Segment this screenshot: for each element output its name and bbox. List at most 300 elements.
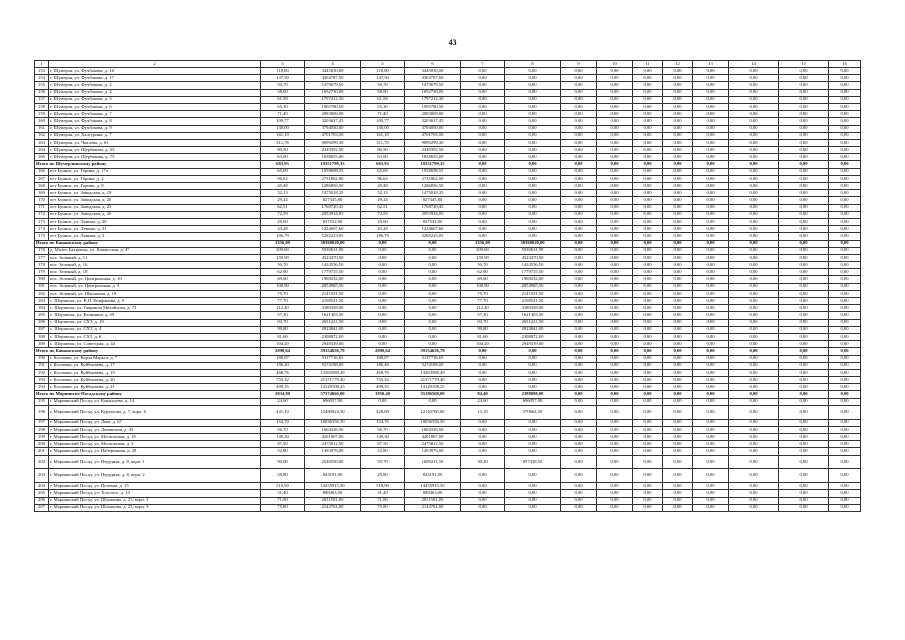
value-cell: 0,00: [633, 290, 663, 297]
value-cell: 24,60: [261, 398, 305, 405]
value-cell: 827345,80: [405, 197, 461, 204]
column-number: 4: [305, 61, 361, 68]
value-cell: 63,00: [361, 154, 405, 161]
value-cell: 2823841,00: [305, 326, 361, 333]
value-cell: 0,00: [597, 276, 633, 283]
value-cell: 0,00: [729, 168, 779, 175]
value-cell: 0,00: [729, 75, 779, 82]
value-cell: 75,70: [261, 290, 305, 297]
total-cell: 0,00: [461, 348, 505, 355]
table-row: [35, 89, 861, 96]
value-cell: 0,00: [779, 448, 829, 455]
value-cell: 0,00: [663, 276, 693, 283]
row-number: 170: [35, 197, 49, 204]
row-number: 157: [35, 96, 49, 103]
value-cell: 0,00: [633, 226, 663, 233]
value-cell: 0,00: [829, 111, 861, 118]
value-cell: 24,60: [461, 398, 505, 405]
value-cell: 0,00: [405, 298, 461, 305]
value-cell: 0,00: [561, 298, 597, 305]
value-cell: 0,00: [693, 290, 729, 297]
value-cell: 5274188,00: [405, 362, 461, 369]
table-row: [35, 233, 861, 240]
table-row: [35, 355, 861, 362]
value-cell: 0,00: [779, 226, 829, 233]
address-cell: г. Мариинский Посад, ул. Толстого, д. 14: [49, 490, 261, 497]
value-cell: 0,00: [779, 218, 829, 225]
value-cell: 0,00: [663, 405, 693, 419]
value-cell: 0,00: [663, 384, 693, 391]
value-cell: 0,00: [779, 441, 829, 448]
value-cell: 0,00: [663, 362, 693, 369]
value-cell: 0,00: [597, 139, 633, 146]
value-cell: 0,00: [405, 254, 461, 261]
value-cell: 0,00: [461, 175, 505, 182]
address-cell: г. Мариинский Посад, ул. Полевая, д. 15: [49, 483, 261, 490]
value-cell: 45,48: [361, 183, 405, 190]
value-cell: 0,00: [461, 139, 505, 146]
value-cell: 2198521,50: [305, 298, 361, 305]
value-cell: 0,00: [693, 226, 729, 233]
value-cell: 14129108,25: [405, 384, 461, 391]
total-cell: 0,00: [729, 240, 779, 247]
value-cell: 888463,00: [405, 490, 461, 497]
value-cell: 0,00: [779, 469, 829, 483]
value-cell: 96,62: [261, 175, 305, 182]
value-cell: 0,00: [663, 455, 693, 469]
value-cell: 0,00: [829, 190, 861, 197]
address-cell: пос. Зеленый, ул. Центральная, д. 3: [49, 283, 261, 290]
value-cell: 0,00: [405, 326, 461, 333]
value-cell: 0,00: [561, 312, 597, 319]
table-row: [35, 283, 861, 290]
table-row: [35, 118, 861, 125]
total-cell: 0,00: [633, 348, 663, 355]
value-cell: 71,40: [361, 111, 405, 118]
address-cell: г. Шумерля, ул. Чкалова, д. 61: [49, 139, 261, 146]
value-cell: 1779755,50: [505, 269, 561, 276]
value-cell: 0,00: [829, 369, 861, 376]
value-cell: 0,00: [597, 190, 633, 197]
value-cell: 0,00: [829, 211, 861, 218]
value-cell: 0,00: [361, 312, 405, 319]
value-cell: 0,00: [729, 362, 779, 369]
value-cell: 149,30: [261, 433, 305, 440]
value-cell: 71,80: [261, 497, 305, 504]
value-cell: 0,00: [829, 433, 861, 440]
value-cell: 0,00: [729, 441, 779, 448]
value-cell: 0,00: [461, 384, 505, 391]
row-number: 196: [35, 405, 49, 419]
value-cell: 0,00: [461, 103, 505, 110]
table-row: [35, 103, 861, 110]
value-cell: 209,60: [261, 247, 305, 254]
value-cell: 93,70: [461, 319, 505, 326]
table-row: [35, 226, 861, 233]
value-cell: 186,40: [261, 362, 305, 369]
value-cell: 0,00: [829, 398, 861, 405]
value-cell: 0,00: [633, 247, 663, 254]
value-cell: 0,00: [829, 204, 861, 211]
value-cell: 510,90: [261, 483, 305, 490]
value-cell: 58,00: [361, 89, 405, 96]
address-cell: пгт Буинск, ул. Ленина, д. 20: [49, 218, 261, 225]
value-cell: 0,00: [693, 96, 729, 103]
value-cell: 0,00: [663, 448, 693, 455]
table-row: [35, 96, 861, 103]
address-cell: пос. Зеленый, д. 16: [49, 262, 261, 269]
value-cell: 3180358,00: [305, 305, 361, 312]
value-cell: 4201807,00: [305, 433, 361, 440]
value-cell: 0,00: [561, 490, 597, 497]
value-cell: 0,00: [693, 154, 729, 161]
value-cell: 0,00: [663, 226, 693, 233]
value-cell: 0,00: [461, 433, 505, 440]
value-cell: 0,00: [693, 175, 729, 182]
value-cell: 0,00: [597, 455, 633, 469]
value-cell: 0,00: [597, 197, 633, 204]
value-cell: 0,00: [597, 490, 633, 497]
value-cell: 186,40: [361, 362, 405, 369]
address-cell: пос. Зеленый, д. 18: [49, 269, 261, 276]
value-cell: 0,00: [561, 433, 597, 440]
total-cell: 0,00: [779, 391, 829, 398]
value-cell: 118,00: [361, 68, 405, 75]
value-cell: 0,00: [461, 504, 505, 511]
value-cell: 0,00: [779, 111, 829, 118]
value-cell: 755,32: [261, 377, 305, 384]
value-cell: 65,69: [361, 168, 405, 175]
row-number: 204: [35, 483, 49, 490]
row-number: 205: [35, 490, 49, 497]
value-cell: 0,00: [405, 290, 461, 297]
value-cell: 0,00: [597, 504, 633, 511]
value-cell: 0,00: [597, 305, 633, 312]
value-cell: 0,00: [729, 147, 779, 154]
value-cell: 0,00: [729, 433, 779, 440]
value-cell: 0,00: [693, 247, 729, 254]
value-cell: 0,00: [779, 190, 829, 197]
value-cell: 21371779,40: [405, 377, 461, 384]
value-cell: 0,00: [829, 490, 861, 497]
value-cell: 0,00: [779, 233, 829, 240]
value-cell: 0,00: [693, 125, 729, 132]
value-cell: 0,00: [829, 139, 861, 146]
value-cell: 0,00: [597, 247, 633, 254]
value-cell: 1779755,50: [305, 269, 361, 276]
value-cell: 0,00: [729, 139, 779, 146]
row-number: 155: [35, 82, 49, 89]
value-cell: 1286856,50: [405, 183, 461, 190]
value-cell: 0,00: [663, 298, 693, 305]
row-number: 166: [35, 168, 49, 175]
value-cell: 0,00: [633, 448, 663, 455]
value-cell: 0,00: [505, 68, 561, 75]
value-cell: 147,50: [261, 75, 305, 82]
value-cell: 2083809,00: [305, 111, 361, 118]
total-cell: 0,00: [597, 161, 633, 168]
row-number: 159: [35, 111, 49, 118]
value-cell: 3794050,00: [305, 125, 361, 132]
value-cell: 428,00: [361, 405, 405, 419]
value-cell: 0,00: [729, 497, 779, 504]
value-cell: 0,00: [561, 190, 597, 197]
total-cell: 38368020,00: [305, 240, 361, 247]
table-row: [35, 247, 861, 254]
value-cell: 0,00: [693, 283, 729, 290]
value-cell: 65,69: [261, 168, 305, 175]
total-cell: 0,00: [779, 348, 829, 355]
value-cell: 43,28: [261, 226, 305, 233]
value-cell: 0,00: [361, 341, 405, 348]
total-cell: 1950,40: [361, 391, 405, 398]
row-number: 177: [35, 254, 49, 261]
row-number: 165: [35, 154, 49, 161]
value-cell: 0,00: [597, 111, 633, 118]
row-number: 174: [35, 226, 49, 233]
value-cell: 0,00: [729, 103, 779, 110]
value-cell: 0,00: [561, 290, 597, 297]
value-cell: 99,80: [461, 326, 505, 333]
value-cell: 0,00: [361, 254, 405, 261]
value-cell: 0,00: [729, 89, 779, 96]
value-cell: 0,00: [561, 483, 597, 490]
value-cell: 0,00: [597, 326, 633, 333]
value-cell: 0,00: [829, 147, 861, 154]
value-cell: 10036356,50: [305, 419, 361, 426]
value-cell: 0,00: [663, 233, 693, 240]
value-cell: 0,00: [779, 433, 829, 440]
value-cell: 0,00: [597, 226, 633, 233]
value-cell: 13263588,49: [305, 369, 361, 376]
value-cell: 0,00: [729, 276, 779, 283]
value-cell: 0,00: [561, 233, 597, 240]
value-cell: 0,00: [693, 326, 729, 333]
table-row: [35, 504, 861, 511]
value-cell: 2349392,50: [305, 147, 361, 154]
total-cell: 0,00: [829, 391, 861, 398]
total-cell: 0,00: [561, 391, 597, 398]
value-cell: 0,00: [633, 276, 663, 283]
value-cell: 0,00: [729, 504, 779, 511]
value-cell: 0,00: [779, 326, 829, 333]
value-cell: 0,00: [729, 118, 779, 125]
address-cell: г. Мариинский Посад, ул. Кашкалова, д. 14: [49, 398, 261, 405]
value-cell: 0,00: [505, 204, 561, 211]
value-cell: 0,00: [461, 490, 505, 497]
value-cell: 4304787,50: [405, 75, 461, 82]
value-cell: 0,00: [505, 168, 561, 175]
value-cell: 1604326,50: [305, 426, 361, 433]
value-cell: 0,00: [663, 441, 693, 448]
total-cell: 0,00: [663, 240, 693, 247]
table-row: [35, 405, 861, 419]
row-number: 164: [35, 147, 49, 154]
value-cell: 0,00: [361, 326, 405, 333]
value-cell: 50,70: [461, 262, 505, 269]
value-cell: 0,00: [779, 82, 829, 89]
value-cell: 0,00: [663, 190, 693, 197]
address-cell: пгт Буинск, ул. Горина, д. 17а: [49, 168, 261, 175]
address-cell: пос. Зеленый, ул. Школьная, д. 19: [49, 290, 261, 297]
value-cell: 0,00: [597, 204, 633, 211]
value-cell: 75,80: [261, 504, 305, 511]
row-number: 197: [35, 419, 49, 426]
value-cell: 0,00: [779, 154, 829, 161]
column-number: 12: [663, 61, 693, 68]
value-cell: 0,00: [561, 405, 597, 419]
value-cell: 0,00: [729, 68, 779, 75]
value-cell: 2475812,50: [305, 441, 361, 448]
address-cell: с. Шоршелы, ул. В.П. Епифанова, д. 9: [49, 298, 261, 305]
value-cell: 0,00: [561, 377, 597, 384]
address-cell: г. Шумерля, ул. Фучбокова, д. 16: [49, 68, 261, 75]
value-cell: 0,00: [779, 341, 829, 348]
value-cell: 2948339,00: [505, 341, 561, 348]
value-cell: 0,00: [829, 283, 861, 290]
value-cell: 0,00: [693, 139, 729, 146]
value-cell: 1493976,00: [405, 448, 461, 455]
value-cell: 62,90: [261, 269, 305, 276]
value-cell: 0,00: [633, 341, 663, 348]
table-row: [35, 398, 861, 405]
value-cell: 0,00: [779, 254, 829, 261]
value-cell: 180,87: [261, 355, 305, 362]
value-cell: 3180358,00: [505, 305, 561, 312]
table-row: [35, 384, 861, 391]
value-cell: 857338,50: [505, 455, 561, 469]
value-cell: 0,00: [729, 197, 779, 204]
value-cell: 0,00: [597, 233, 633, 240]
value-cell: 0,00: [729, 132, 779, 139]
address-cell: г. Шумерля, ул. Фучбокова, д. 8: [49, 118, 261, 125]
value-cell: 0,00: [779, 426, 829, 433]
row-number: 185: [35, 312, 49, 319]
value-cell: 0,00: [663, 139, 693, 146]
value-cell: 0,00: [597, 254, 633, 261]
value-cell: 50,70: [261, 262, 305, 269]
value-cell: 0,00: [829, 441, 861, 448]
address-cell: с. Шоршелы, ул. Калинина, д. 39: [49, 312, 261, 319]
value-cell: 0,00: [829, 326, 861, 333]
value-cell: 52,80: [361, 448, 405, 455]
value-cell: 0,00: [361, 398, 405, 405]
value-cell: 2053934,05: [305, 211, 361, 218]
value-cell: 0,00: [779, 319, 829, 326]
address-cell: с. Шоршелы, ул. Советская, д. 44: [49, 341, 261, 348]
value-cell: 0,00: [779, 419, 829, 426]
value-cell: 1838655,00: [405, 154, 461, 161]
value-cell: 0,00: [405, 305, 461, 312]
value-cell: 71,40: [261, 111, 305, 118]
value-cell: 0,00: [779, 455, 829, 469]
total-cell: 0,00: [597, 348, 633, 355]
row-number: 158: [35, 103, 49, 110]
table-row: [35, 68, 861, 75]
value-cell: 0,00: [633, 82, 663, 89]
total-cell: 55186568,00: [405, 391, 461, 398]
value-cell: 0,00: [597, 398, 633, 405]
value-cell: 0,00: [597, 269, 633, 276]
table-row: [35, 211, 861, 218]
value-cell: 0,00: [663, 333, 693, 340]
value-cell: 0,00: [663, 326, 693, 333]
value-cell: 0,00: [597, 89, 633, 96]
value-cell: 0,00: [729, 483, 779, 490]
value-cell: 0,00: [663, 96, 693, 103]
value-cell: 0,00: [633, 139, 663, 146]
total-cell: 0,00: [779, 161, 829, 168]
column-number: 8: [505, 61, 561, 68]
value-cell: 0,00: [663, 504, 693, 511]
row-number: 182: [35, 290, 49, 297]
value-cell: 370664,50: [505, 405, 561, 419]
value-cell: 0,00: [561, 226, 597, 233]
value-cell: 0,00: [405, 276, 461, 283]
value-cell: 2546550,00: [305, 455, 361, 469]
value-cell: 0,00: [597, 319, 633, 326]
value-cell: 0,00: [693, 190, 729, 197]
value-cell: 0,00: [663, 497, 693, 504]
value-cell: 1621303,50: [505, 312, 561, 319]
value-cell: 4304787,50: [305, 75, 361, 82]
value-cell: 0,00: [729, 455, 779, 469]
value-cell: 0,00: [561, 426, 597, 433]
value-cell: 1905780,50: [305, 103, 361, 110]
value-cell: 843191,00: [405, 469, 461, 483]
value-cell: 0,00: [597, 419, 633, 426]
address-cell: г. Шумерля, ул. Щербакова, д. 35: [49, 147, 261, 154]
value-cell: 0,00: [597, 405, 633, 419]
value-cell: 2651241,50: [305, 319, 361, 326]
row-number: 193: [35, 377, 49, 384]
value-cell: 0,00: [461, 469, 505, 483]
total-cell: 0,00: [729, 161, 779, 168]
value-cell: 0,00: [829, 197, 861, 204]
total-cell: 2090,64: [361, 348, 405, 355]
total-cell: 0,00: [633, 240, 663, 247]
total-cell: 0,00: [505, 161, 561, 168]
value-cell: 65,30: [261, 103, 305, 110]
table-row: [35, 455, 861, 469]
value-cell: 0,00: [633, 154, 663, 161]
value-cell: 0,00: [633, 298, 663, 305]
value-cell: 2144761,00: [405, 504, 461, 511]
value-cell: 0,00: [663, 168, 693, 175]
value-cell: 1475018,35: [305, 190, 361, 197]
row-number: 199: [35, 433, 49, 440]
value-cell: 0,00: [405, 247, 461, 254]
value-cell: 843191,00: [305, 469, 361, 483]
value-cell: 0,00: [597, 377, 633, 384]
value-cell: 0,00: [597, 448, 633, 455]
value-cell: 0,00: [829, 154, 861, 161]
row-number: 172: [35, 211, 49, 218]
value-cell: 0,00: [597, 290, 633, 297]
value-cell: 888463,00: [305, 490, 361, 497]
value-cell: 3445830,00: [305, 68, 361, 75]
value-cell: 81,60: [461, 333, 505, 340]
value-cell: 0,00: [633, 211, 663, 218]
value-cell: 0,00: [663, 426, 693, 433]
value-cell: 0,00: [779, 369, 829, 376]
value-cell: 0,00: [561, 154, 597, 161]
value-cell: 0,00: [829, 82, 861, 89]
value-cell: 0,00: [779, 168, 829, 175]
row-number: 171: [35, 204, 49, 211]
value-cell: 0,00: [633, 305, 663, 312]
total-cell: 0,00: [663, 348, 693, 355]
